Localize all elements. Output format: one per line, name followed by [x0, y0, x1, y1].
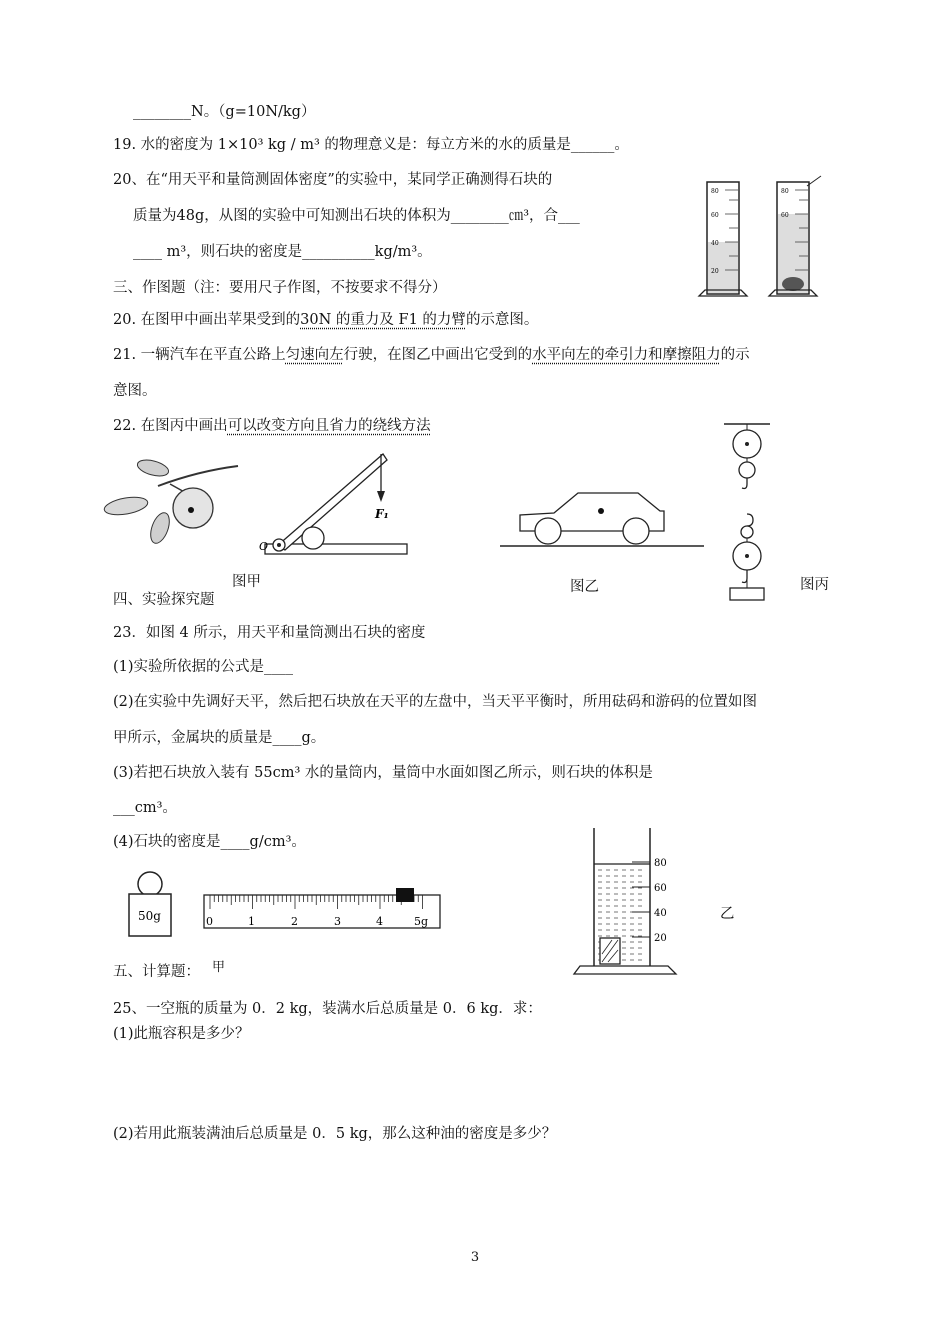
cylinder-tick-label: 60: [654, 883, 667, 894]
cyl1-tick-label: 60: [711, 212, 719, 219]
question-23-3-line1: (3)若把石块放入装有 55cm³ 水的量筒内，量筒中水面如图乙所示，则石块的体积是: [113, 765, 653, 781]
q21-suffix: 的示: [720, 347, 750, 363]
q21-prefix: 21. 一辆汽车在平直公路上: [113, 347, 286, 363]
lever-figure: [255, 446, 415, 561]
cylinder-tick-label: 80: [654, 858, 667, 869]
question-22: [113, 416, 431, 436]
ruler-tick-label: 4: [376, 915, 383, 928]
q21-emphasis-1: 匀速向左: [285, 347, 344, 363]
caption-yi: 图乙: [570, 579, 599, 595]
question-23-2-line1: (2)在实验中先调好天平，然后把石块放在天平的左盘中，当天平平衡时，所用砝码和游码的位置如图: [113, 694, 758, 710]
cylinder-with-stone: [769, 176, 821, 296]
answer-line-n: ________N。（g=10N/kg）: [133, 104, 316, 120]
rider-slider: [396, 888, 414, 902]
q21-emphasis-2: 水平向左的牵引力和摩擦阻力: [532, 347, 721, 363]
caption-yi-2: 乙: [720, 906, 735, 922]
cylinder-tick-label: 20: [654, 933, 667, 944]
car-figure: [498, 485, 708, 550]
section-4-heading: 四、实验探究题: [113, 592, 215, 608]
force-f1-label: F₁: [375, 507, 389, 521]
q20-emphasis: 30N 的重力及 F1 的力臂: [300, 312, 466, 328]
movable-pulley-figure: [722, 512, 772, 604]
question-25: 25、一空瓶的质量为 0．2 kg，装满水后总质量是 0．6 kg．求：: [113, 1001, 542, 1017]
q20-suffix: 的示意图。: [465, 312, 539, 328]
question-23-4: (4)石块的密度是____g/cm³。: [113, 834, 306, 850]
large-cylinder-figure: [572, 826, 682, 976]
question-20-line2: 质量为48g，从图的实验中可知测出石块的体积为________㎝³，合___: [133, 208, 580, 224]
ruler-tick-label: 0: [206, 915, 213, 928]
caption-bing: 图丙: [800, 577, 829, 593]
q20-prefix: 20. 在图甲中画出苹果受到的: [113, 312, 301, 328]
q22-prefix: 22. 在图丙中画出: [113, 418, 228, 434]
question-23: 23．如图 4 所示，用天平和量筒测出石块的密度: [113, 625, 426, 641]
cylinder-empty: [699, 182, 747, 296]
caption-jia: 图甲: [232, 574, 261, 590]
stone: [782, 277, 804, 291]
balance-scale-ruler: [200, 885, 445, 931]
cyl1-tick-label: 40: [711, 240, 719, 247]
question-23-3-line2: ___cm³。: [113, 800, 177, 816]
question-23-2-line2: 甲所示，金属块的质量是____g。: [113, 730, 326, 746]
ruler-tick-label: 3: [334, 915, 341, 928]
load-block: [730, 588, 764, 600]
question-20-line1: 20、在“用天平和量筒测固体密度”的实验中，某同学正确测得石块的: [113, 172, 553, 188]
fixed-pulley-figure: [722, 420, 772, 492]
cyl1-tick-label: 80: [711, 188, 719, 195]
section-3-heading: 三、作图题（注：要用尺子作图，不按要求不得分）: [113, 280, 447, 296]
question-21-line2: 意图。: [113, 383, 157, 399]
question-20-drawing: [113, 310, 538, 330]
ruler-tick-label: 2: [291, 915, 298, 928]
question-20-line3: ____ m³，则石块的密度是__________kg/m³。: [133, 244, 432, 260]
cyl2-tick-label: 60: [781, 212, 789, 219]
caption-jia-2: 甲: [212, 960, 226, 975]
measuring-cylinders-figure: [695, 172, 825, 302]
weight-50g-figure: [126, 870, 174, 940]
question-19: 19. 水的密度为 1×10³ kg / m³ 的物理意义是：每立方米的水的质量是______。: [113, 137, 629, 153]
q21-middle: 行驶，在图乙中画出它受到的: [343, 347, 533, 363]
section-5-heading: 五、计算题：: [113, 964, 200, 980]
cylinder-tick-label: 40: [654, 908, 667, 919]
ruler-tick-label: 1: [248, 915, 255, 928]
question-25-2: (2)若用此瓶装满油后总质量是 0．5 kg，那么这种油的密度是多少？: [113, 1126, 557, 1142]
cyl1-tick-label: 20: [711, 268, 719, 275]
weight-label: 50g: [138, 909, 161, 923]
ruler-tick-label: 5g: [414, 915, 429, 928]
pivot-o-label: O: [259, 540, 269, 553]
cyl2-tick-label: 80: [781, 188, 789, 195]
question-21: [113, 345, 750, 365]
q22-emphasis: 可以改变方向且省力的绕线方法: [227, 418, 431, 434]
page-number: 3: [470, 1250, 480, 1265]
apple-figure: [98, 456, 243, 551]
question-23-1: (1)实验所依据的公式是____: [113, 659, 294, 675]
question-25-1: (1)此瓶容积是多少？: [113, 1026, 250, 1042]
